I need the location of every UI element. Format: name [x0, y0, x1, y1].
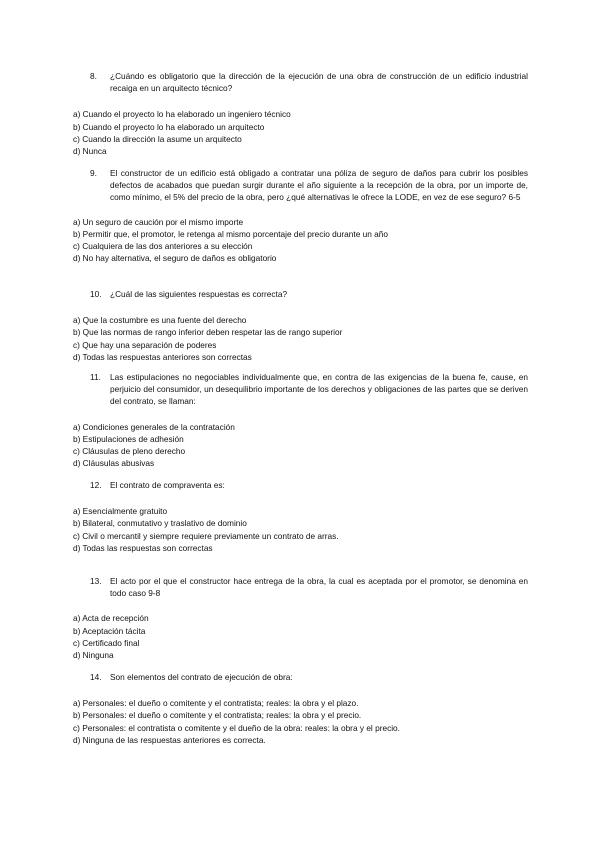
option-a: a) Que la costumbre es una fuente del derecho: [73, 315, 247, 326]
option-c: c) Personales: el contratista o comitente y el dueño de la obra: reales: la obra y el precio.: [73, 722, 400, 733]
question-8: [0, 70, 600, 157]
question-stem: [90, 167, 528, 204]
option-a: a) Esencialmente gratuito: [73, 506, 168, 517]
question-stem: [90, 288, 528, 300]
question-text: El constructor de un edificio está obligado a contratar una póliza de seguro de daños para cubrir los posibles defectos de acabados que puedan surgir durante el año siguiente a la recepción de la obra, por un importe de, como mínimo, el 5% del precio de la obra, pero ¿qué alternativas le ofrece la LODE, en vez de ese seguro? 6-5: [110, 168, 528, 203]
option-a: a) Personales: el dueño o comitente y el contratista; reales: la obra y el plazo.: [73, 698, 359, 709]
question-14: [0, 671, 600, 746]
question-stem: [90, 70, 528, 94]
question-text: El acto por el que el constructor hace entrega de la obra, la cual es aceptada por el promotor, se denomina en todo caso 9-8: [110, 576, 528, 599]
answer-options: [73, 612, 540, 661]
answer-options: [73, 216, 540, 265]
option-c: c) Civil o mercantil y siempre requiere previamente un contrato de arras.: [73, 530, 339, 541]
question-9: [0, 167, 600, 264]
option-b: b) Bilateral, conmutativo y traslativo de dominio: [73, 518, 247, 529]
option-c: c) Certificado final: [73, 637, 140, 648]
option-a: a) Condiciones generales de la contratación: [73, 421, 235, 432]
option-b: b) Estipulaciones de adhesión: [73, 433, 184, 444]
option-c: c) Cláusulas de pleno derecho: [73, 446, 186, 457]
option-d: d) Nunca: [73, 146, 107, 157]
answer-options: [73, 108, 540, 157]
question-12: [0, 479, 600, 554]
question-stem: [90, 575, 528, 599]
option-c: c) Que hay una separación de poderes: [73, 339, 217, 350]
question-number: 12.: [90, 480, 102, 490]
option-d: d) No hay alternativa, el seguro de daños es obligatorio: [73, 253, 277, 264]
question-number: 9.: [90, 168, 97, 178]
option-a: a) Un seguro de caución por el mismo importe: [73, 216, 244, 227]
option-d: d) Todas las respuestas son correctas: [73, 542, 213, 553]
option-d: d) Cláusulas abusivas: [73, 458, 155, 469]
option-b: b) Permitir que, el promotor, le retenga al mismo porcentaje del precio durante un año: [73, 228, 388, 239]
question-text: Las estipulaciones no negociables individualmente que, en contra de las exigencias de la buena fe, cause, en perjuicio del consumidor, un desequilibrio importante de los derechos y obligaciones de las partes que se deriven del contrato, se llaman:: [110, 372, 528, 407]
answer-options: [73, 421, 540, 470]
option-a: a) Cuando el proyecto lo ha elaborado un ingeniero técnico: [73, 109, 291, 120]
question-number: 14.: [90, 672, 102, 682]
question-text: ¿Cuál de las siguientes respuestas es correcta?: [110, 289, 288, 299]
question-number: 10.: [90, 289, 102, 299]
question-stem: [90, 479, 528, 491]
question-stem: [90, 671, 528, 683]
question-11: [0, 371, 600, 469]
question-text: ¿Cuándo es obligatorio que la dirección de la ejecución de una obra de construcción de un edificio industrial recaiga en un arquitecto técnico?: [110, 71, 528, 94]
answer-options: [73, 697, 540, 746]
option-d: d) Ninguna: [73, 650, 114, 661]
question-number: 11.: [90, 372, 101, 382]
option-b: b) Aceptación tácita: [73, 625, 146, 636]
option-c: c) Cualquiera de las dos anteriores a su elección: [73, 241, 253, 252]
option-c: c) Cuando la dirección la asume un arquitecto: [73, 133, 242, 144]
question-13: [0, 575, 600, 661]
option-d: d) Todas las respuestas anteriores son correctas: [73, 351, 252, 362]
question-number: 8.: [90, 71, 97, 81]
option-b: b) Que las normas de rango inferior deben respetar las de rango superior: [73, 327, 343, 338]
question-10: [0, 288, 600, 363]
question-stem: [90, 371, 528, 408]
option-b: b) Personales: el dueño o comitente y el contratista; reales: la obra y el precio.: [73, 710, 362, 721]
answer-options: [73, 505, 540, 554]
option-b: b) Cuando el proyecto lo ha elaborado un arquitecto: [73, 121, 265, 132]
answer-options: [73, 314, 540, 363]
question-number: 13.: [90, 576, 102, 586]
option-a: a) Acta de recepción: [73, 613, 149, 624]
option-d: d) Ninguna de las respuestas anteriores es correcta.: [73, 734, 266, 745]
question-text: Son elementos del contrato de ejecución de obra:: [110, 672, 293, 682]
question-text: El contrato de compraventa es:: [110, 480, 225, 490]
